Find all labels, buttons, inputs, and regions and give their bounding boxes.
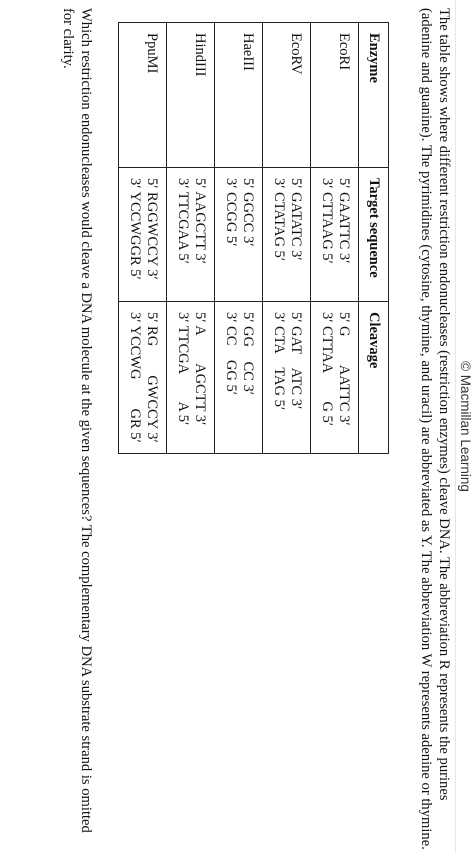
enzyme-name: HaeIII (215, 23, 263, 168)
target-top-strand: 5′ GGCC 3′ (240, 178, 256, 247)
table-header-row (359, 23, 389, 454)
cleavage-pattern (263, 302, 311, 454)
enzyme-name: HindIII (167, 23, 215, 168)
target-sequence (119, 168, 167, 302)
target-bottom-strand: 3′ CTATAG 5′ (271, 178, 287, 261)
table-row (263, 23, 311, 454)
table-row (215, 23, 263, 454)
question-prompt: Which restriction endonucleases would cleave a DNA molecule at the given sequences? The complementary DNA substrate strand is omitted for clarity. (60, 8, 94, 833)
table-row (119, 23, 167, 454)
cleavage-top-strand: 5′ GAT ATC 3′ (288, 312, 304, 410)
cleavage-top-strand: 5′ GG CC 3′ (240, 312, 256, 395)
enzyme-name: EcoRI (311, 23, 359, 168)
header-enzyme: Enzyme (359, 23, 389, 168)
target-top-strand: 5′ GATATC 3′ (288, 178, 304, 261)
cleavage-pattern (167, 302, 215, 454)
cleavage-bottom-strand: 3′ YCCWG GR 5′ (127, 312, 143, 443)
cleavage-pattern (311, 302, 359, 454)
target-top-strand: 5′ GAATTC 3′ (336, 178, 352, 264)
cleavage-bottom-strand: 3′ CC GG 5′ (223, 312, 239, 395)
cleavage-pattern (215, 302, 263, 454)
copyright-watermark: © Macmillan Learning (455, 0, 474, 853)
cleavage-bottom-strand: 3′ TTCGA A 5′ (175, 312, 191, 426)
cleavage-pattern (119, 302, 167, 454)
target-sequence (263, 168, 311, 302)
enzyme-name: PpuMI (119, 23, 167, 168)
enzyme-table (118, 22, 389, 454)
target-bottom-strand: 3′ YCCWGGR 5′ (127, 178, 143, 280)
intro-paragraph: The table shows where different restriction endonucleases (restriction enzymes) cleave DNA. The abbreviation R represents the purines (adenine and guanine). The pyrimidines (cytosine, thymine, and uracil) are abbreviated as Y. The abbreviation W represents adenine or thymine. (418, 8, 452, 850)
target-sequence (167, 168, 215, 302)
target-top-strand: 5′ RGGWCCY 3′ (144, 178, 160, 280)
cleavage-top-strand: 5′ RG GWCCY 3′ (144, 312, 160, 443)
target-bottom-strand: 3′ CCGG 5′ (223, 178, 239, 247)
cleavage-top-strand: 5′ G AATTC 3′ (336, 312, 352, 426)
table-row (311, 23, 359, 454)
target-sequence (215, 168, 263, 302)
cleavage-top-strand: 5′ A AGCTT 3′ (192, 312, 208, 426)
target-sequence (311, 168, 359, 302)
target-bottom-strand: 3′ CTTAAG 5′ (319, 178, 335, 264)
header-cleavage: Cleavage (359, 302, 389, 454)
table-row (167, 23, 215, 454)
target-bottom-strand: 3′ TTCGAA 5′ (175, 178, 191, 264)
target-top-strand: 5′ AAGCTT 3′ (192, 178, 208, 264)
enzyme-name: EcoRV (263, 23, 311, 168)
cleavage-bottom-strand: 3′ CTTAA G 5′ (319, 312, 335, 426)
cleavage-bottom-strand: 3′ CTA TAG 5′ (271, 312, 287, 411)
header-target-sequence: Target sequence (359, 168, 389, 302)
